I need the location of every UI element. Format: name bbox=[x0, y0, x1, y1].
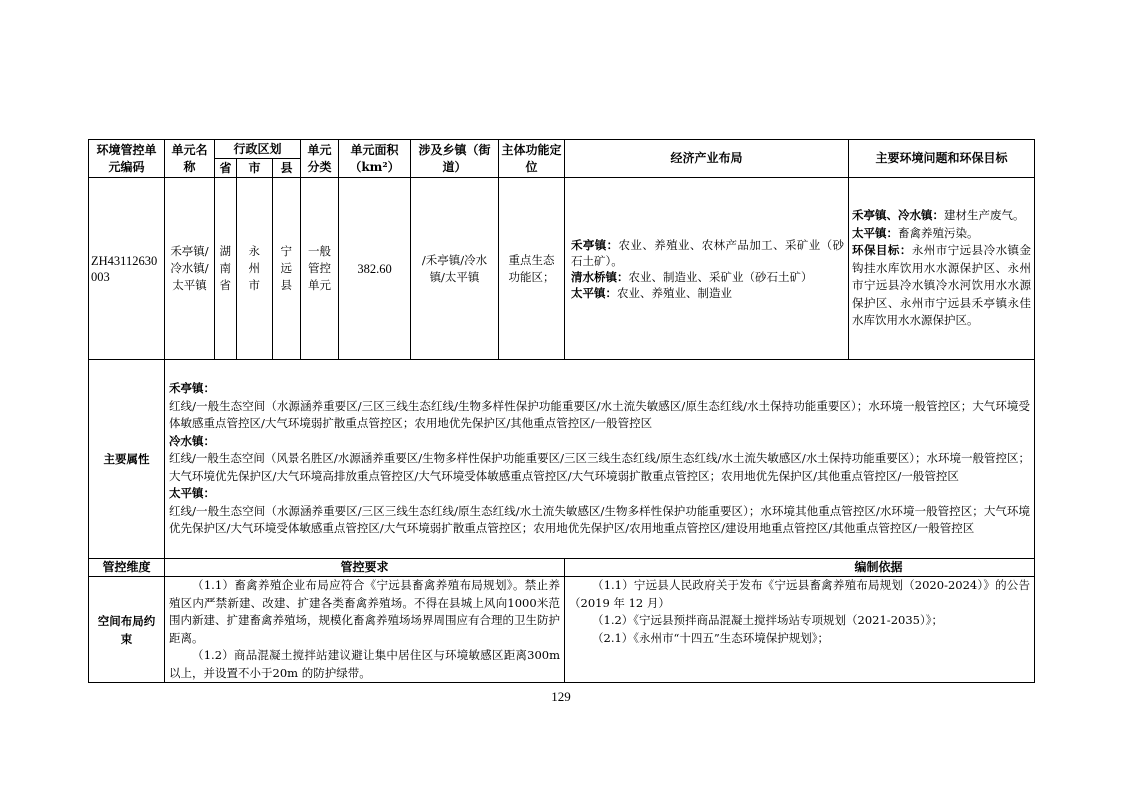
province-cell bbox=[215, 178, 237, 360]
planning-sheet bbox=[88, 139, 1034, 683]
header-province: 省 bbox=[215, 159, 237, 178]
page-number: 129 bbox=[551, 689, 571, 704]
spatial-constraint-row bbox=[89, 577, 1035, 683]
spatial-basis-cell bbox=[565, 577, 1035, 683]
economy-qingshuiqiao-label: 清水桥镇： bbox=[571, 269, 629, 284]
economy-qingshuiqiao-text: 农业、制造业、采矿业（砂石土矿） bbox=[628, 269, 813, 284]
spatial-dimension-text: 空间布局约束 bbox=[97, 613, 156, 646]
attributes-taiping-label: 太平镇： bbox=[169, 486, 215, 501]
header-towns: 涉及乡镇（街道） bbox=[411, 140, 499, 178]
control-unit-table bbox=[88, 139, 1035, 683]
control-dimension-header: 管控维度 bbox=[89, 559, 165, 577]
issues-text-1: 建材生产废气。 bbox=[944, 208, 1025, 223]
control-header-row bbox=[89, 559, 1035, 577]
header-city: 市 bbox=[237, 159, 273, 178]
unit-row bbox=[89, 178, 1035, 360]
basis-3: （2.1）《永州市“十四五”生态环境保护规划》； bbox=[592, 630, 830, 645]
issues-text-2: 畜禽养殖污染。 bbox=[898, 225, 979, 240]
issues-text-3: 永州市宁远县冷水镇金钩挂水库饮用水水源保护区、永州市宁远县冷水镇冷水河饮用水水源保护区、永州市宁远县禾亭镇永佳水库饮用水水源保护区。 bbox=[852, 243, 1032, 328]
towns-value: /禾亭镇/冷水镇/太平镇 bbox=[411, 178, 499, 360]
header-main-function: 主体功能定位 bbox=[499, 140, 565, 178]
spatial-requirement-cell bbox=[165, 577, 565, 683]
economy-heting-label: 禾亭镇： bbox=[571, 237, 619, 252]
attributes-row bbox=[89, 360, 1035, 559]
area-value: 382.60 bbox=[339, 178, 411, 360]
header-row-1 bbox=[89, 140, 1035, 159]
economy-taiping-text: 农业、养殖业、制造业 bbox=[617, 285, 732, 300]
county-cell bbox=[273, 178, 301, 360]
basis-1: （1.1）宁远县人民政府关于发布《宁远县畜禽养殖布局规划（2020-2024）》的公告（2019 年 12 月） bbox=[569, 578, 1030, 610]
issues-cell bbox=[849, 178, 1035, 360]
header-unit-area: 单元面积（km²） bbox=[339, 140, 411, 178]
function-value: 重点生态功能区； bbox=[499, 178, 565, 360]
attributes-lengshui-text: 红线/一般生态空间（风景名胜区/水源涵养重要区/生物多样性保护功能重要区/三区三线生态红线/原生态红线/水土流失敏感区/水土保持功能重要区）；水环境一般管控区；大气环境优先保护区/大气环境高排放重点管控区/大气环境受体敏感重点管控区/大气环境弱扩散重点管控区；农用地优先保护区/其他重点管控区/一般管控区 bbox=[169, 451, 1030, 483]
attributes-lengshui-label: 冷水镇： bbox=[169, 433, 215, 448]
economy-taiping-label: 太平镇： bbox=[571, 285, 617, 300]
unit-code: ZH43112630003 bbox=[89, 178, 165, 360]
requirement-1: （1.1）畜禽养殖企业布局应符合《宁远县畜禽养殖布局规划》。禁止养殖区内严禁新建、改建、扩建各类畜禽养殖场。不得在县城上风向1000米范围内新建、扩建畜禽养殖场，规模化畜禽养殖场场界周围应有合理的卫生防护距离。 bbox=[169, 578, 560, 645]
header-unit-name: 单元名称 bbox=[165, 140, 215, 178]
basis-2: （1.2）《宁远县预拌商品混凝土搅拌场站专项规划（2021-2035）》； bbox=[592, 613, 943, 627]
attributes-cell bbox=[165, 360, 1035, 559]
spatial-dimension-label bbox=[89, 577, 165, 683]
class-value: 一般管控单元 bbox=[308, 244, 331, 292]
issues-label-3: 环保目标： bbox=[852, 243, 912, 258]
city-value: 永州市 bbox=[248, 244, 260, 292]
attributes-heting-label: 禾亭镇： bbox=[169, 381, 215, 396]
attributes-label: 主要属性 bbox=[89, 360, 165, 559]
economy-heting-text: 农业、养殖业、农林产品加工、采矿业（砂石土矿）。 bbox=[571, 237, 844, 268]
header-admin-division: 行政区划 bbox=[215, 140, 301, 159]
header-unit-code: 环境管控单元编码 bbox=[89, 140, 165, 178]
issues-label-2: 太平镇： bbox=[852, 225, 898, 240]
control-basis-header: 编制依据 bbox=[565, 559, 1035, 577]
header-issues: 主要环境问题和环保目标 bbox=[849, 140, 1035, 178]
county-value: 宁远县 bbox=[280, 244, 292, 292]
header-economy: 经济产业布局 bbox=[565, 140, 849, 178]
class-cell bbox=[301, 178, 339, 360]
issues-label-1: 禾亭镇、冷水镇： bbox=[852, 208, 944, 223]
province-value: 湖南省 bbox=[219, 244, 231, 292]
header-county: 县 bbox=[273, 159, 301, 178]
attributes-heting-text: 红线/一般生态空间（水源涵养重要区/三区三线生态红线/生物多样性保护功能重要区/水土流失敏感区/原生态红线/水土保持功能重要区）；水环境一般管控区；大气环境受体敏感重点管控区/大气环境弱扩散重点管控区；农用地优先保护区/其他重点管控区/一般管控区 bbox=[169, 398, 1030, 431]
unit-name: 禾亭镇/冷水镇/太平镇 bbox=[165, 178, 215, 360]
header-unit-class: 单元分类 bbox=[301, 140, 339, 178]
requirement-2: （1.2）商品混凝土搅拌站建议避让集中居住区与环境敏感区距离300m 以上，并设置不小于20m 的防护绿带。 bbox=[169, 648, 560, 680]
city-cell bbox=[237, 178, 273, 360]
economy-cell bbox=[565, 178, 849, 360]
control-requirement-header: 管控要求 bbox=[165, 559, 565, 577]
attributes-taiping-text: 红线/一般生态空间（水源涵养重要区/三区三线生态红线/原生态红线/水土流失敏感区/生物多样性保护功能重要区）；水环境其他重点管控区/水环境一般管控区；大气环境优先保护区/大气环境受体敏感重点管控区/大气环境弱扩散重点管控区；农用地优先保护区/农用地重点管控区/建设用地重点管控区/其他重点管控区/一般管控区 bbox=[169, 503, 1030, 536]
